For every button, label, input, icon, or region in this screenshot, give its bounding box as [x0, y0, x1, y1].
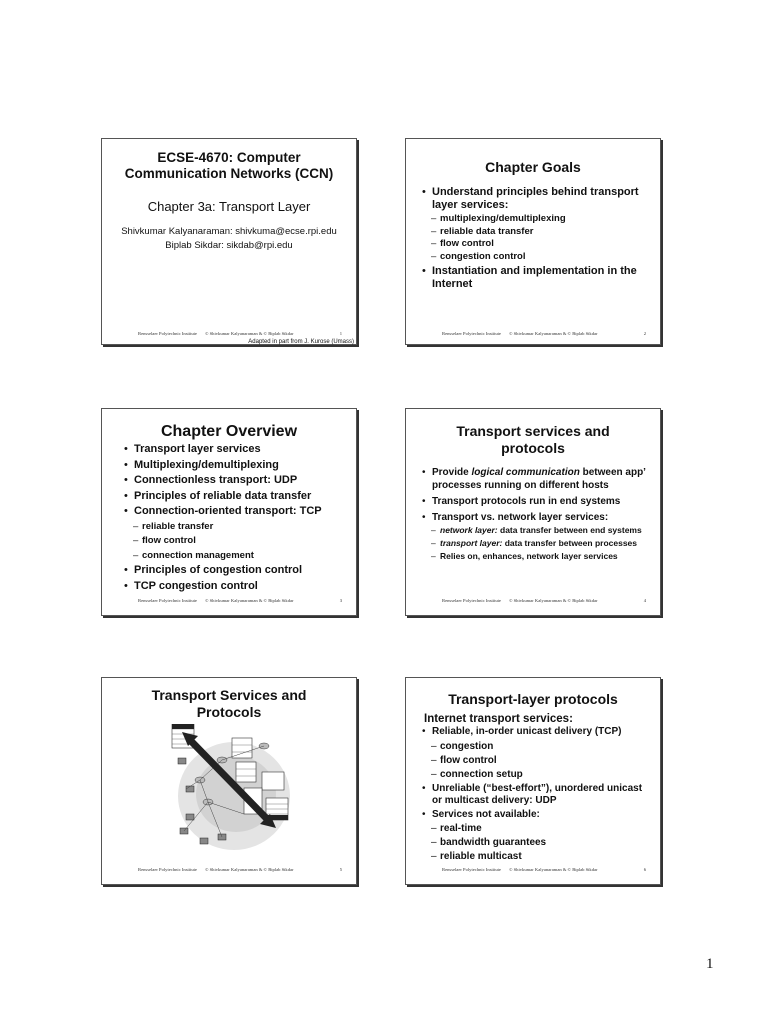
- slide-5-title: Transport Services and Protocols: [151, 687, 307, 720]
- footer-copyright: © Shivkumar Kalyanaraman & © Biplab Sikdar: [508, 598, 598, 603]
- footer-copyright: © Shivkumar Kalyanaraman & © Biplab Sikdar: [508, 331, 598, 336]
- slide-4-title: Transport services and protocols: [456, 423, 610, 456]
- list-item: – reliable transfer: [122, 520, 350, 535]
- slide-2: [405, 138, 661, 345]
- slide-number: 2: [643, 331, 646, 336]
- list-item: • Services not available:: [420, 809, 652, 821]
- footer-copyright: © Shivkumar Kalyanaraman & © Biplab Sikdar: [204, 867, 294, 872]
- slide-1-subtitle: Chapter 3a: Transport Layer: [147, 199, 311, 214]
- slide-1: [101, 138, 357, 345]
- list-item: – connection setup: [420, 768, 652, 782]
- network-diagram-image: [164, 724, 294, 854]
- list-item: • Multiplexing/demultiplexing: [122, 458, 350, 474]
- emphasis: logical communication: [471, 467, 580, 478]
- footer-copyright: © Shivkumar Kalyanaraman & © Biplab Sikdar: [204, 331, 294, 336]
- list-item: – reliable data transfer: [420, 226, 648, 239]
- text: data transfer between processes: [502, 538, 637, 548]
- emphasis: network layer:: [440, 525, 498, 535]
- slide-6: [405, 677, 661, 885]
- network-diagram: [164, 724, 294, 854]
- slide-1-title: ECSE-4670: Computer Communication Networks (CCN): [124, 150, 334, 181]
- list-item: • Transport protocols run in end systems: [420, 495, 652, 508]
- slide-number: 1: [339, 331, 342, 336]
- slide-number: 3: [339, 598, 342, 603]
- slide-6-title: Transport-layer protocols: [448, 691, 618, 707]
- list-item: – connection management: [122, 549, 350, 564]
- list-item: • Principles of reliable data transfer: [122, 489, 350, 505]
- footer-institute: Rensselaer Polytechnic Institute: [138, 598, 197, 603]
- slide-3-footer: [102, 598, 356, 603]
- slide-2-footer: [406, 331, 660, 336]
- list-item: – reliable multicast: [420, 850, 652, 864]
- list-item: • Connection-oriented transport: TCP: [122, 504, 350, 520]
- list-item: [420, 525, 652, 536]
- slide-2-title: Chapter Goals: [485, 159, 581, 175]
- slide-number: 4: [643, 598, 646, 603]
- list-item: – multiplexing/demultiplexing: [420, 213, 648, 226]
- slide-3: [101, 408, 357, 616]
- list-item: – flow control: [420, 238, 648, 251]
- list-item: • Reliable, in-order unicast delivery (TCP): [420, 726, 652, 739]
- list-item: • Transport vs. network layer services:: [420, 511, 652, 524]
- footer-institute: Rensselaer Polytechnic Institute: [138, 331, 197, 336]
- footer-institute: Rensselaer Polytechnic Institute: [442, 598, 501, 603]
- list-item: • Unreliable (“best-effort”), unordered unicast or multicast delivery: UDP: [420, 783, 652, 807]
- list-item: • Transport layer services: [122, 442, 350, 458]
- list-item: – flow control: [420, 754, 652, 768]
- slide-5-footer: [102, 867, 356, 872]
- text: Provide: [432, 467, 472, 478]
- slide-1-footer: [102, 331, 356, 336]
- slide-number: 5: [339, 867, 342, 872]
- list-item: [420, 538, 652, 549]
- text: between app’ processes running on different hosts: [432, 467, 646, 491]
- list-item: – bandwidth guarantees: [420, 836, 652, 850]
- footer-institute: Rensselaer Polytechnic Institute: [138, 867, 197, 872]
- footer-institute: Rensselaer Polytechnic Institute: [442, 867, 501, 872]
- slide-6-heading: Internet transport services:: [424, 713, 573, 725]
- emphasis: transport layer:: [440, 538, 503, 548]
- slide-1-author-2: Biplab Sikdar: sikdab@rpi.edu: [165, 240, 293, 251]
- list-item: • TCP congestion control: [122, 579, 350, 595]
- slide-number: 6: [643, 867, 646, 872]
- footer-institute: Rensselaer Polytechnic Institute: [442, 331, 501, 336]
- slide-3-title: Chapter Overview: [160, 423, 298, 440]
- list-item: • Connectionless transport: UDP: [122, 473, 350, 489]
- slide-6-footer: [406, 867, 660, 872]
- slide-4-footer: [406, 598, 660, 603]
- slide-1-author-1: Shivkumar Kalyanaraman: shivkuma@ecse.rpi.edu: [121, 226, 337, 237]
- list-item: • Instantiation and implementation in the Internet: [420, 265, 648, 291]
- list-item: • Understand principles behind transport layer services:: [420, 186, 648, 212]
- list-item: – congestion control: [420, 251, 648, 264]
- footer-copyright: © Shivkumar Kalyanaraman & © Biplab Sikdar: [508, 867, 598, 872]
- list-item: [420, 466, 652, 492]
- list-item: – Relies on, enhances, network layer services: [420, 551, 652, 562]
- slide-1-credit: Adapted in part from J. Kurose (Umass): [248, 339, 354, 345]
- text: data transfer between end systems: [497, 525, 642, 535]
- list-item: • Principles of congestion control: [122, 563, 350, 579]
- footer-copyright: © Shivkumar Kalyanaraman & © Biplab Sikdar: [204, 598, 294, 603]
- slide-4: [405, 408, 661, 616]
- list-item: – congestion: [420, 740, 652, 754]
- slide-5: [101, 677, 357, 885]
- list-item: – real-time: [420, 822, 652, 836]
- list-item: – flow control: [122, 534, 350, 549]
- page-number: 1: [706, 956, 714, 972]
